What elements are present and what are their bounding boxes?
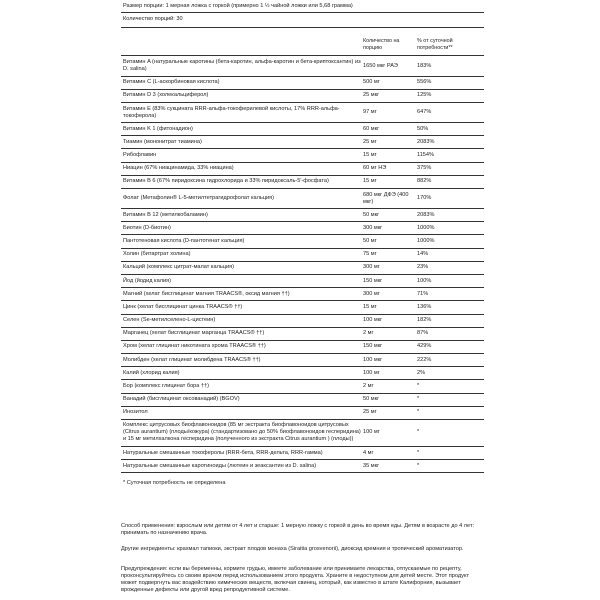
table-row <box>121 340 484 353</box>
nutrient-name: Витамин A (натуральные каротины (бета-каротин, альфа-каротин и бета-криптоксантин) из D. salina) <box>123 59 361 73</box>
table-row <box>121 300 484 313</box>
table-row <box>121 419 484 446</box>
nutrient-name: Калий (хлорид калия) <box>123 369 180 376</box>
nutrient-name: Молибден (хелат глицинат молибдена TRAACS® ††) <box>123 356 261 363</box>
nutrient-daily-value: 170% <box>417 195 432 202</box>
nutrient-name: Натуральные смешанные каротиноиды (лютеин и зеаксантин из D. salina) <box>123 462 317 469</box>
nutrient-amount: 100 мг <box>363 369 380 376</box>
nutrient-name: Ниацин (67% ниацинамида, 33% ниацина) <box>123 165 234 172</box>
table-row <box>121 221 484 234</box>
nutrient-amount: 25 мг <box>363 409 377 416</box>
warning-text: Предупреждения: если вы беременны, кормите грудью, имеете заболевание или принимаете лекарства, отпускаемые по рецепту, проконсультируйтесь со своим врачом перед использованием этого продукта. Храните в недоступном для детей месте. Этот продукт может подвергнуть вас воздействию химических веществ, включая свинец, который, как известно в штате Калифорния, вызывает врожденные дефекты или другой вред репродуктивной системе. <box>121 566 470 594</box>
supplement-facts-panel <box>121 0 484 487</box>
nutrient-name: Биотин (D-биотин) <box>123 224 171 231</box>
nutrient-amount: 150 мкг <box>363 343 383 350</box>
amount-column-header: Количество на порцию <box>363 37 400 51</box>
nutrient-amount: 75 мг <box>363 251 377 258</box>
daily-value-column-header: % от суточной потребности** <box>417 37 453 51</box>
nutrient-daily-value: 882% <box>417 178 432 185</box>
nutrient-daily-value: * <box>417 462 420 469</box>
nutrient-name: Витамин K 1 (фитонадион) <box>123 125 193 132</box>
nutrient-daily-value: 222% <box>417 356 432 363</box>
nutrient-name: Витамин E (83% сукцината RRR-альфа-токоферилевой кислоты, 17% RRR-альфа-токоферола) <box>123 105 340 119</box>
nutrient-daily-value: 87% <box>417 330 429 337</box>
table-row <box>121 446 484 459</box>
nutrient-name: Кальций (комплекс цитрат-малат кальция) <box>123 264 234 271</box>
table-row <box>121 89 484 102</box>
nutrient-name: Хром (хелат глицинат никотината хрома TRAACS® ††) <box>123 343 266 350</box>
nutrient-daily-value: 71% <box>417 290 429 297</box>
nutrient-amount: 500 мг <box>363 79 380 86</box>
table-row <box>121 327 484 340</box>
nutrient-name: Фолат (Метафолин® L-5-метилтетрагидрофолат кальция) <box>123 195 275 202</box>
nutrient-daily-value: 556% <box>417 79 432 86</box>
table-row <box>121 274 484 287</box>
nutrient-amount: 15 мг <box>363 178 377 185</box>
nutrient-daily-value: 182% <box>417 317 432 324</box>
nutrient-name: Цинк (хелат бисглицинат цинка TRAACS® ††) <box>123 303 243 310</box>
nutrient-daily-value: 2% <box>417 369 426 376</box>
table-row <box>121 148 484 161</box>
nutrient-name: Бор (комплекс глицинат бора ††) <box>123 382 210 389</box>
nutrient-daily-value: 375% <box>417 165 432 172</box>
nutrient-daily-value: 429% <box>417 343 432 350</box>
nutrient-daily-value: 50% <box>417 125 429 132</box>
table-row <box>121 261 484 274</box>
nutrient-amount: 150 мкг <box>363 277 383 284</box>
table-row <box>121 366 484 379</box>
table-row <box>121 208 484 221</box>
nutrient-amount: 1650 мкг РАЭ <box>363 62 398 69</box>
nutrient-name: Натуральные смешанные токоферолы (RRR-бета, RRR-дельта, RRR-гамма) <box>123 449 323 456</box>
nutrient-name: Витамин B 12 (метилкобаламин) <box>123 211 208 218</box>
nutrient-amount: 2 мг <box>363 330 374 337</box>
nutrient-amount: 97 мг <box>363 109 377 116</box>
nutrient-daily-value: 125% <box>417 92 432 99</box>
nutrient-amount: 25 мкг <box>363 92 380 99</box>
nutrient-name: Марганец (хелат бисглицинат марганца TRAACS® ††) <box>123 330 265 337</box>
nutrient-name: Витамин C (L-аскорбиновая кислота) <box>123 79 220 86</box>
table-row <box>121 135 484 148</box>
nutrient-amount: 35 мкг <box>363 462 380 469</box>
nutrient-amount: 100 мкг <box>363 317 383 324</box>
nutrient-daily-value: 1154% <box>417 152 435 159</box>
nutrient-daily-value: 2083% <box>417 211 435 218</box>
usage-text: Способ применения: взрослым или детям от 4 лет и старше: 1 мерную ложку с горкой в день во время еды. Детям в возрасте до 4 лет: принимать по назначению врача. <box>121 523 475 537</box>
nutrient-name: Йод (йодид калия) <box>123 277 171 284</box>
table-row <box>121 406 484 419</box>
serving-size: Размер порции: 1 мерная ложка с горкой (примерно 1 ½ чайной ложки или 5,68 грамма) <box>123 3 353 9</box>
nutrient-daily-value: 2083% <box>417 138 435 145</box>
table-row <box>121 248 484 261</box>
nutrient-name: Селен (Se-метилселено-L-цистеин) <box>123 317 216 324</box>
nutrient-table <box>121 55 484 472</box>
nutrient-name: Тиамин (мононитрат тиамина) <box>123 138 202 145</box>
nutrient-daily-value: * <box>417 449 420 456</box>
table-row <box>121 234 484 247</box>
nutrient-amount: 50 мг <box>363 238 377 245</box>
nutrient-amount: 300 мг <box>363 264 380 271</box>
nutrient-daily-value: 183% <box>417 62 432 69</box>
table-row <box>121 459 484 472</box>
table-header <box>121 28 484 56</box>
footnote: * Суточная потребность не определена <box>123 480 226 487</box>
table-row <box>121 353 484 366</box>
nutrient-amount: 50 мкг <box>363 211 380 218</box>
nutrient-daily-value: 1000% <box>417 224 435 231</box>
nutrient-daily-value: 1000% <box>417 238 435 245</box>
nutrient-name: Пантотеновая кислота (D-пантотенат кальция) <box>123 238 245 245</box>
nutrient-name: Витамин D 3 (холекальциферол) <box>123 92 209 99</box>
nutrient-daily-value: * <box>417 409 420 416</box>
nutrient-amount: 100 мкг <box>363 356 383 363</box>
nutrient-daily-value: 23% <box>417 264 429 271</box>
table-row <box>121 314 484 327</box>
table-row <box>121 76 484 89</box>
nutrient-amount: 680 мкг ДФЭ (400 мкг) <box>363 191 409 205</box>
nutrient-daily-value: 14% <box>417 251 429 258</box>
table-row <box>121 122 484 135</box>
servings-count: Количество порций: 30 <box>123 15 183 22</box>
table-row <box>121 162 484 175</box>
nutrient-name: Инозитол <box>123 409 148 416</box>
nutrient-name: Витамин B 6 (67% пиридоксина гидрохлорида и 33% пиридоксаль-5'-фосфата) <box>123 178 329 185</box>
nutrient-name: Рибофлавин <box>123 152 157 159</box>
ingredients-text: Другие ингредиенты: крахмал тапиоки, экстракт плодов монаха (Siraitia grosvenorii), диоксид кремния и тропический ароматизатор. <box>121 546 464 552</box>
table-row <box>121 379 484 392</box>
table-row <box>121 287 484 300</box>
nutrient-daily-value: * <box>417 429 420 436</box>
table-row <box>121 175 484 188</box>
table-row <box>121 393 484 406</box>
nutrient-amount: 60 мкг <box>363 125 380 132</box>
nutrient-daily-value: 647% <box>417 109 432 116</box>
nutrient-amount: 60 мг НЭ <box>363 165 387 172</box>
nutrient-name: Магний (хелат бисглицинат магния TRAACS®, оксид магния ††) <box>123 290 290 297</box>
nutrient-amount: 4 мг <box>363 449 374 456</box>
nutrient-amount: 25 мг <box>363 138 377 145</box>
nutrient-daily-value: * <box>417 396 420 403</box>
nutrient-daily-value: 136% <box>417 303 432 310</box>
table-row <box>121 188 484 208</box>
nutrient-name: Ванадий (бисглицинат оксованадий) (BGOV) <box>123 396 240 403</box>
nutrient-daily-value: 100% <box>417 277 432 284</box>
table-row <box>121 55 484 75</box>
nutrient-amount: 15 мг <box>363 303 377 310</box>
nutrient-amount: 2 мг <box>363 382 374 389</box>
nutrient-name: Холин (битартрат холина) <box>123 251 191 258</box>
nutrient-amount: 300 мкг <box>363 224 383 231</box>
nutrient-daily-value: * <box>417 382 420 389</box>
nutrient-amount: 300 мг <box>363 290 380 297</box>
nutrient-amount: 100 мг <box>363 429 380 436</box>
nutrient-name: Комплекс цитрусовых биофлавоноидов (85 мг экстракта биофлавоноидов цитрусовых (Citrus aurantium) (плоды/кожура) (стандартизовано до 50% биофлавоноидов гесперидина) и 15 мг метилхалкона гесперидина (полученного из экстракта Citrus aurantium ) (плоды)) <box>123 422 361 443</box>
table-row <box>121 102 484 122</box>
nutrient-amount: 15 мг <box>363 152 377 159</box>
nutrient-amount: 50 мкг <box>363 396 380 403</box>
